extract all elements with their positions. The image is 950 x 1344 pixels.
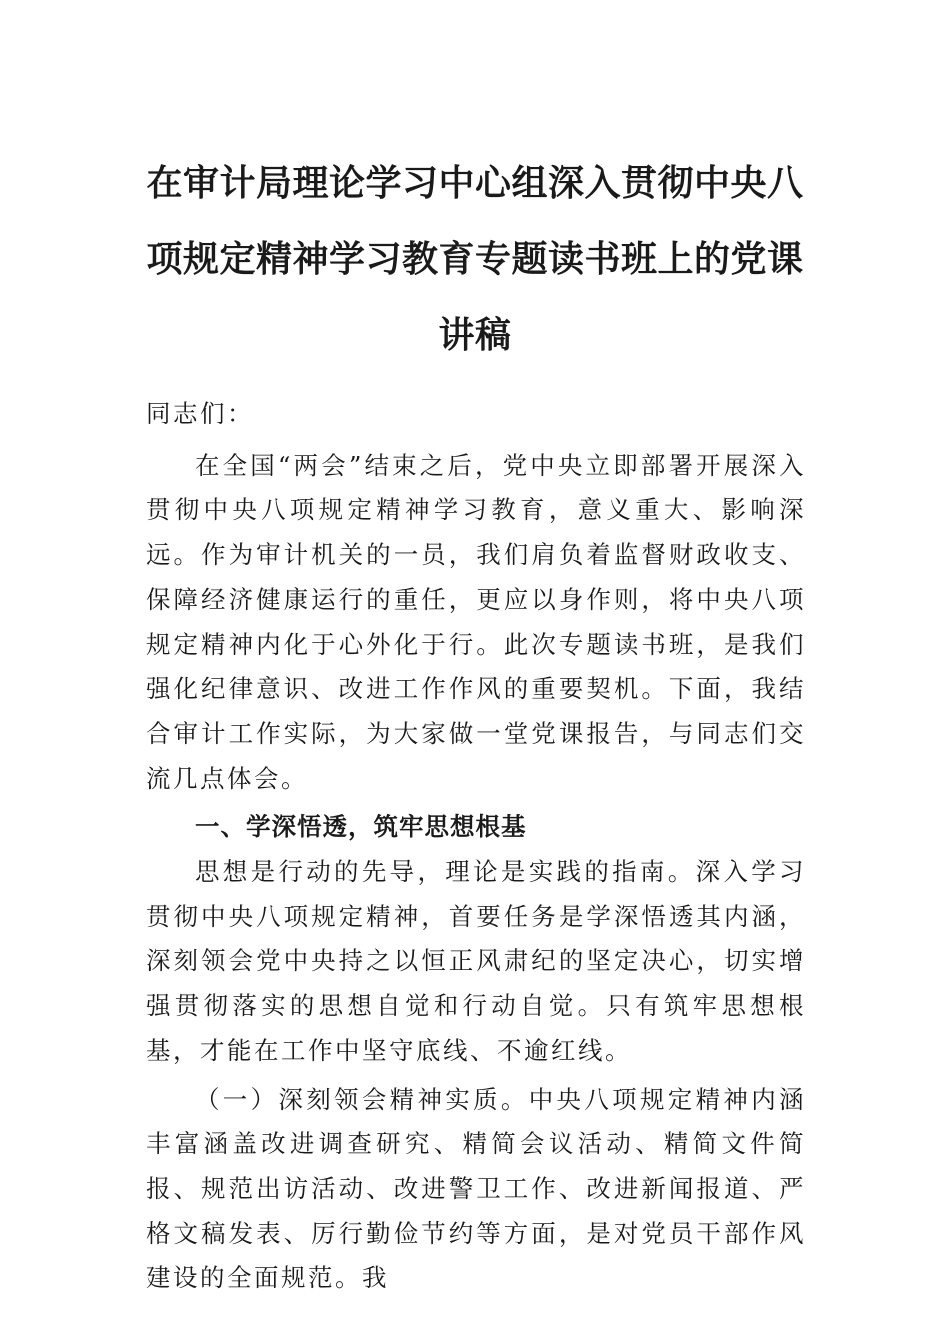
subsection-1-text: 中央八项规定精神内涵丰富涵盖改进调查研究、精简会议活动、精简文件简报、规范出访活动、改进警卫工作、改进新闻报道、严格文稿发表、厉行勤俭节约等方面，是对党员干部作风建设的全面规范。我 (146, 1084, 807, 1293)
section-heading-1: 一、学深悟透，筑牢思想根基 (195, 812, 527, 842)
salutation: 同志们： (146, 399, 254, 428)
document-body (146, 392, 806, 1301)
subsection-1-lead: （一）深刻领会精神实质。 (195, 1084, 529, 1114)
document-title: 在审计局理论学习中心组深入贯彻中央八项规定精神学习教育专题读书班上的党课讲稿 (146, 163, 804, 356)
subsection-1-paragraph (146, 1078, 806, 1302)
section-1-paragraph: 思想是行动的先导，理论是实践的指南。深入学习贯彻中央八项规定精神，首要任务是学深悟透其内涵，深刻领会党中央持之以恒正风肃纪的坚定决心，切实增强贯彻落实的思想自觉和行动自觉。只有筑牢思想根基，才能在工作中坚守底线、不逾红线。 (146, 857, 806, 1065)
intro-paragraph: 在全国“两会”结束之后，党中央立即部署开展深入贯彻中央八项规定精神学习教育，意义重大、影响深远。作为审计机关的一员，我们肩负着监督财政收支、保障经济健康运行的重任，更应以身作则，将中央八项规定精神内化于心外化于行。此次专题读书班，是我们强化纪律意识、改进工作作风的重要契机。下面，我结合审计工作实际，为大家做一堂党课报告，与同志们交流几点体会。 (146, 450, 806, 793)
